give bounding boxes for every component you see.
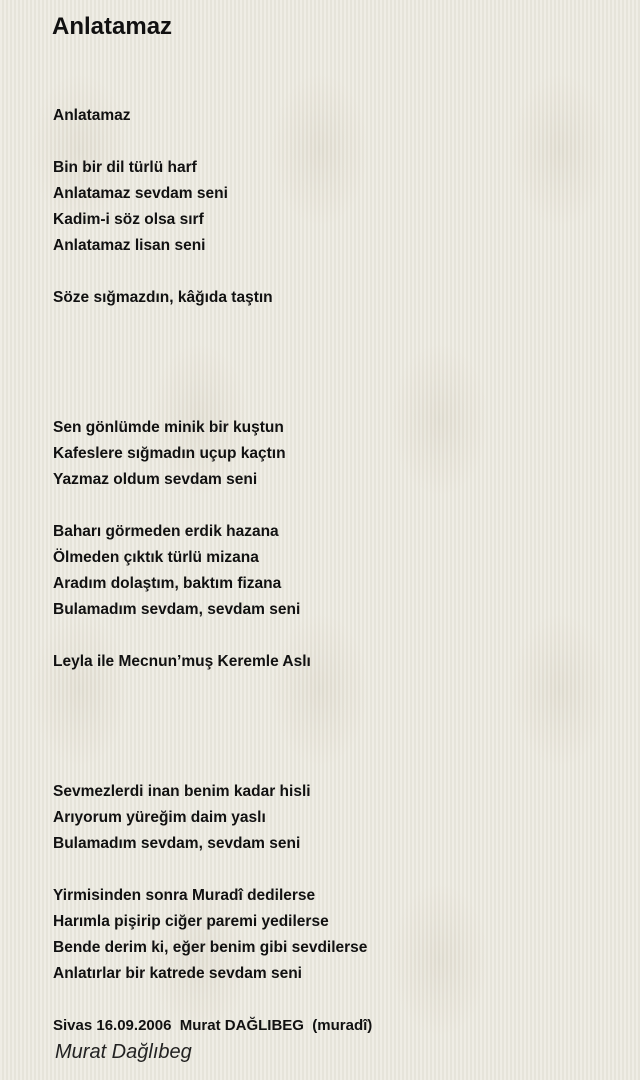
poem-line: Leyla ile Mecnun’muş Keremle Aslı <box>53 653 311 670</box>
poem-heading: Anlatamaz <box>53 107 131 124</box>
stanza-gap <box>53 857 613 883</box>
poem-signature: Sivas 16.09.2006 Murat DAĞLIBEG (muradî) <box>53 1017 373 1034</box>
stanza-3 <box>53 519 613 623</box>
poem-line: Kadim-i söz olsa sırf <box>53 211 204 228</box>
poem-line: Söze sığmazdın, kâğıda taştın <box>53 289 273 306</box>
poem-line: Bulamadım sevdam, sevdam seni <box>53 601 301 618</box>
stanza-gap <box>53 259 613 285</box>
poem-line: Kafeslere sığmadın uçup kaçtın <box>53 445 286 462</box>
poem-line: Bende derim ki, eğer benim gibi sevdilerse <box>53 939 368 956</box>
poem-line: Yazmaz oldum sevdam seni <box>53 471 258 488</box>
poem-body <box>53 103 613 1039</box>
stanza-gap <box>53 675 613 779</box>
stanza-gap <box>53 129 613 155</box>
poem-line: Bulamadım sevdam, sevdam seni <box>53 835 301 852</box>
poem-line: Ölmeden çıktık türlü mizana <box>53 549 259 566</box>
poem-line: Sen gönlümde minik bir kuştun <box>53 419 284 436</box>
poem-line: Aradım dolaştım, baktım fizana <box>53 575 282 592</box>
poem-line: Anlatamaz lisan seni <box>53 237 206 254</box>
stanza-gap <box>53 493 613 519</box>
stanza-5 <box>53 883 613 987</box>
stanza-4 <box>53 779 613 857</box>
stanza-gap <box>53 987 613 1013</box>
poem-title: Anlatamaz <box>52 13 173 40</box>
poem-line: Baharı görmeden erdik hazana <box>53 523 279 540</box>
poem-line: Sevmezlerdi inan benim kadar hisli <box>53 783 311 800</box>
poem-line: Anlatamaz sevdam seni <box>53 185 228 202</box>
stanza-1 <box>53 155 613 259</box>
poem-line: Anlatırlar bir katrede sevdam seni <box>53 965 302 982</box>
poem-line: Yirmisinden sonra Muradî dedilerse <box>53 887 316 904</box>
poem-line: Arıyorum yüreğim daim yaslı <box>53 809 266 826</box>
poem-line: Harımla pişirip ciğer paremi yedilerse <box>53 913 329 930</box>
poem-line: Bin bir dil türlü harf <box>53 159 197 176</box>
author-name: Murat Dağlıbeg <box>55 1041 192 1063</box>
stanza-2 <box>53 415 613 493</box>
stanza-gap <box>53 623 613 649</box>
stanza-gap <box>53 311 613 415</box>
